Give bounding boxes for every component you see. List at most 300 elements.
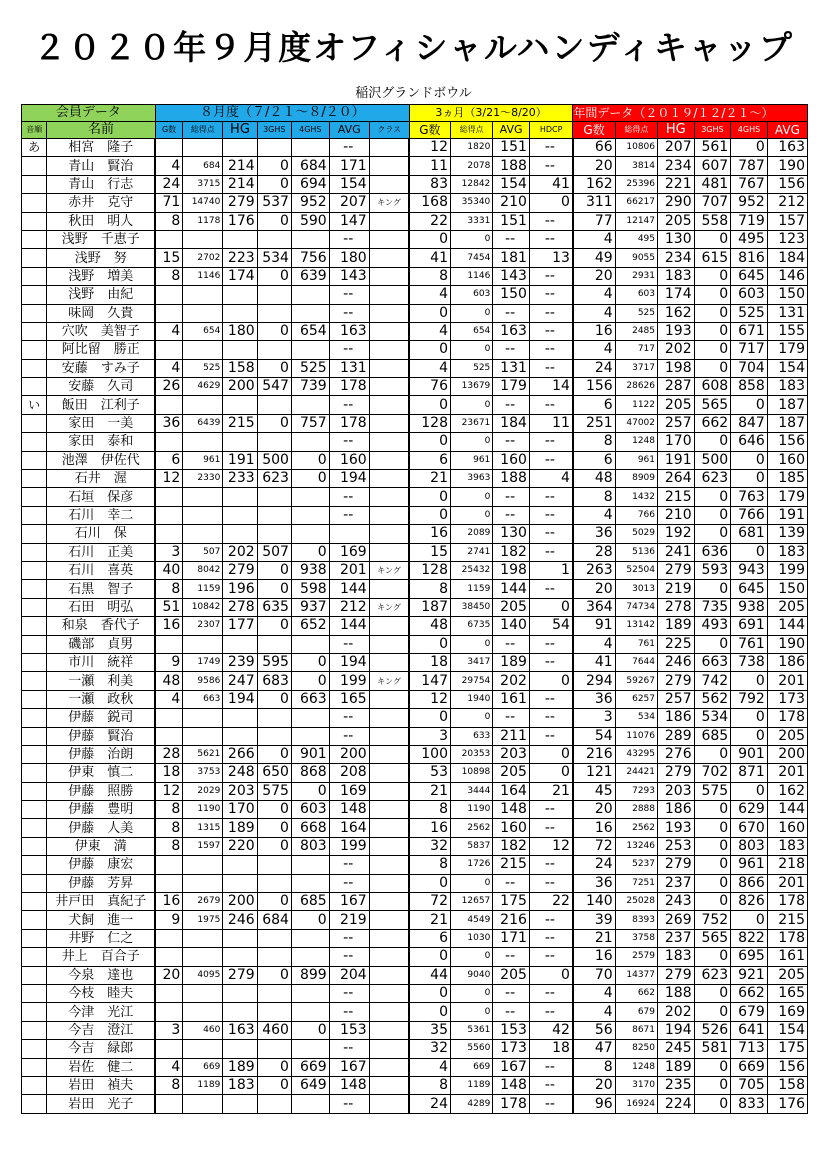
data-cell: 143 (329, 267, 369, 285)
data-cell: 8909 (615, 470, 657, 488)
data-cell: 0 (694, 341, 731, 359)
data-cell: 0 (694, 322, 731, 340)
kana-cell (22, 874, 47, 892)
data-cell: 179 (767, 488, 807, 506)
class-cell (369, 966, 409, 984)
class-cell: キング (369, 598, 409, 616)
data-cell: 0 (257, 157, 291, 175)
data-cell: 160 (329, 451, 369, 469)
data-cell: 28626 (615, 378, 657, 396)
data-cell: 662 (731, 984, 768, 1002)
data-cell: -- (329, 727, 369, 745)
data-cell: 4 (573, 286, 615, 304)
data-cell: 719 (731, 212, 768, 230)
data-cell: 654 (291, 322, 329, 340)
data-cell: -- (529, 690, 573, 708)
data-cell: -- (329, 341, 369, 359)
class-cell (369, 929, 409, 947)
data-cell: 66217 (615, 194, 657, 212)
data-cell: 662 (615, 984, 657, 1002)
data-cell: 170 (223, 801, 257, 819)
data-cell: 0 (450, 488, 492, 506)
data-cell: 565 (694, 929, 731, 947)
data-cell: 128 (409, 414, 450, 432)
data-cell: 0 (529, 745, 573, 763)
data-cell: 239 (223, 653, 257, 671)
table-row (22, 1058, 808, 1076)
data-cell: 0 (291, 543, 329, 561)
data-cell: 3331 (450, 212, 492, 230)
data-cell: 198 (493, 561, 530, 579)
kana-cell (22, 635, 47, 653)
data-cell: 169 (767, 1003, 807, 1021)
data-cell: 4629 (183, 378, 223, 396)
data-cell: 581 (694, 1040, 731, 1058)
col-year-4ghs: 4GHS (731, 122, 768, 139)
data-cell: 16 (155, 617, 182, 635)
data-cell: 652 (291, 617, 329, 635)
data-cell: 0 (257, 801, 291, 819)
data-cell: 787 (731, 157, 768, 175)
data-cell (223, 1095, 257, 1113)
data-cell: 143 (493, 267, 530, 285)
data-cell: 25028 (615, 893, 657, 911)
member-name: 浅野 増美 (47, 267, 156, 285)
data-cell: 176 (767, 1095, 807, 1113)
data-cell (223, 525, 257, 543)
data-cell: 8 (573, 433, 615, 451)
col-year-avg: AVG (767, 122, 807, 139)
data-cell: 7293 (615, 782, 657, 800)
data-cell: 0 (257, 893, 291, 911)
data-cell (291, 874, 329, 892)
data-cell: 0 (257, 837, 291, 855)
data-cell: 0 (409, 506, 450, 524)
data-cell: 8 (409, 1076, 450, 1094)
data-cell: 8 (573, 488, 615, 506)
data-cell: -- (329, 1095, 369, 1113)
data-cell: 182 (493, 837, 530, 855)
data-cell: 199 (329, 837, 369, 855)
data-cell: 4 (155, 359, 182, 377)
data-cell: 188 (493, 157, 530, 175)
data-cell: 45 (573, 782, 615, 800)
data-cell: 28 (155, 745, 182, 763)
data-cell: 161 (767, 948, 807, 966)
three-month-header: 3ヵ月（3/21～8/20） (409, 105, 573, 122)
member-name: 市川 統祥 (47, 653, 156, 671)
kana-cell (22, 893, 47, 911)
data-cell: -- (493, 396, 530, 414)
data-cell: -- (329, 488, 369, 506)
data-cell: 56 (573, 1021, 615, 1039)
data-cell: 190 (767, 635, 807, 653)
class-cell (369, 893, 409, 911)
data-cell: 23671 (450, 414, 492, 432)
data-cell: 211 (493, 727, 530, 745)
data-cell: 8 (573, 1058, 615, 1076)
data-cell: 279 (223, 966, 257, 984)
data-cell: 26 (155, 378, 182, 396)
data-cell: 1159 (183, 580, 223, 598)
data-cell: 1749 (183, 653, 223, 671)
data-cell: 495 (731, 230, 768, 248)
data-cell: 163 (767, 139, 807, 157)
data-cell: 154 (767, 359, 807, 377)
data-cell: 5029 (615, 525, 657, 543)
data-cell (183, 1095, 223, 1113)
data-cell: 146 (767, 267, 807, 285)
table-row (22, 727, 808, 745)
member-name: 石井 渥 (47, 470, 156, 488)
data-cell: 160 (767, 819, 807, 837)
data-cell (257, 856, 291, 874)
data-cell: 71 (155, 194, 182, 212)
data-cell: 219 (329, 911, 369, 929)
data-cell: 0 (694, 837, 731, 855)
data-cell: 0 (291, 470, 329, 488)
data-cell: 1975 (183, 911, 223, 929)
data-cell: 593 (694, 561, 731, 579)
data-cell: -- (529, 359, 573, 377)
data-cell: 0 (694, 874, 731, 892)
data-cell: 42 (529, 1021, 573, 1039)
table-row (22, 506, 808, 524)
kana-cell (22, 1003, 47, 1021)
data-cell: 24421 (615, 764, 657, 782)
data-cell: 245 (658, 1040, 695, 1058)
data-cell: 54 (573, 727, 615, 745)
data-cell: -- (329, 506, 369, 524)
data-cell: 937 (291, 598, 329, 616)
data-cell: 215 (767, 911, 807, 929)
data-cell: 48 (155, 672, 182, 690)
class-cell (369, 470, 409, 488)
data-cell: 500 (257, 451, 291, 469)
data-cell: 4 (155, 690, 182, 708)
table-row (22, 304, 808, 322)
class-cell (369, 948, 409, 966)
data-cell: 162 (573, 175, 615, 193)
data-cell: 8 (409, 856, 450, 874)
data-cell: 194 (658, 1021, 695, 1039)
member-name: 今吉 緑郎 (47, 1040, 156, 1058)
data-cell: 645 (731, 267, 768, 285)
data-cell: 207 (329, 194, 369, 212)
data-cell (223, 286, 257, 304)
data-cell (257, 874, 291, 892)
data-cell: 83 (409, 175, 450, 193)
data-cell: 1146 (450, 267, 492, 285)
data-cell: 178 (493, 1095, 530, 1113)
kana-cell (22, 672, 47, 690)
member-name: 浅野 由紀 (47, 286, 156, 304)
kana-cell (22, 856, 47, 874)
data-cell (223, 856, 257, 874)
data-cell: 629 (731, 801, 768, 819)
member-name: 飯田 江利子 (47, 396, 156, 414)
class-cell (369, 1076, 409, 1094)
handicap-table (21, 104, 808, 1114)
data-cell: 13246 (615, 837, 657, 855)
table-row (22, 598, 808, 616)
kana-cell (22, 267, 47, 285)
data-cell: 0 (450, 341, 492, 359)
data-cell: 205 (493, 966, 530, 984)
kana-cell (22, 470, 47, 488)
data-cell: 0 (694, 506, 731, 524)
table-row (22, 764, 808, 782)
data-cell: 183 (767, 378, 807, 396)
data-cell: 938 (731, 598, 768, 616)
kana-cell (22, 341, 47, 359)
data-cell: -- (329, 874, 369, 892)
data-cell: 639 (291, 267, 329, 285)
data-cell (291, 304, 329, 322)
data-cell: 165 (767, 984, 807, 1002)
data-cell: 173 (767, 690, 807, 708)
data-cell: -- (493, 304, 530, 322)
data-cell: 263 (573, 561, 615, 579)
data-cell: 0 (450, 709, 492, 727)
data-cell (155, 1095, 182, 1113)
data-cell: 6 (155, 451, 182, 469)
data-cell: 35 (409, 1021, 450, 1039)
data-cell: 151 (493, 139, 530, 157)
data-cell: 4 (573, 230, 615, 248)
data-cell: 234 (658, 157, 695, 175)
data-cell: 603 (615, 286, 657, 304)
data-cell: 663 (694, 653, 731, 671)
data-cell: 5621 (183, 745, 223, 763)
data-cell: 757 (291, 414, 329, 432)
data-cell: 12 (409, 690, 450, 708)
data-cell: 525 (450, 359, 492, 377)
data-cell: 199 (767, 561, 807, 579)
data-cell: 18 (409, 653, 450, 671)
data-cell: 199 (329, 672, 369, 690)
data-cell: 216 (493, 911, 530, 929)
data-cell: 3013 (615, 580, 657, 598)
data-cell: 184 (493, 414, 530, 432)
data-cell (155, 341, 182, 359)
data-cell: 201 (767, 764, 807, 782)
data-cell (257, 433, 291, 451)
data-cell: 1248 (615, 433, 657, 451)
data-cell: 735 (694, 598, 731, 616)
member-name: 石黒 智子 (47, 580, 156, 598)
member-name: 今吉 澄江 (47, 1021, 156, 1039)
data-cell: 921 (731, 966, 768, 984)
data-cell: 3717 (615, 359, 657, 377)
kana-cell (22, 801, 47, 819)
data-cell: 234 (658, 249, 695, 267)
member-data-header: 会員データ (22, 105, 156, 122)
data-cell: 187 (767, 414, 807, 432)
data-cell: -- (529, 1003, 573, 1021)
table-row (22, 249, 808, 267)
data-cell: 178 (329, 414, 369, 432)
data-cell: 608 (694, 378, 731, 396)
data-cell: 858 (731, 378, 768, 396)
data-cell: 717 (731, 341, 768, 359)
data-cell: 635 (257, 598, 291, 616)
data-cell: 670 (731, 819, 768, 837)
data-cell: 162 (767, 782, 807, 800)
data-cell: 163 (223, 1021, 257, 1039)
member-name: 伊藤 康宏 (47, 856, 156, 874)
data-cell: 52504 (615, 561, 657, 579)
data-cell: 183 (223, 1076, 257, 1094)
member-name: 味岡 久貴 (47, 304, 156, 322)
data-cell: 534 (257, 249, 291, 267)
data-cell: -- (493, 506, 530, 524)
data-cell: -- (529, 727, 573, 745)
kana-cell (22, 782, 47, 800)
data-cell: 10806 (615, 139, 657, 157)
data-cell: 180 (223, 322, 257, 340)
data-cell (291, 488, 329, 506)
data-cell: 0 (450, 396, 492, 414)
data-cell: 131 (767, 304, 807, 322)
data-cell: 156 (767, 433, 807, 451)
data-cell: -- (529, 506, 573, 524)
data-cell: 198 (658, 359, 695, 377)
data-cell: 178 (767, 709, 807, 727)
class-cell (369, 230, 409, 248)
data-cell: 0 (731, 396, 768, 414)
data-cell (223, 874, 257, 892)
table-row (22, 1040, 808, 1058)
data-cell: 181 (493, 249, 530, 267)
data-cell: 269 (658, 911, 695, 929)
data-cell: 671 (731, 322, 768, 340)
data-cell: 7644 (615, 653, 657, 671)
data-cell: 0 (694, 580, 731, 598)
data-cell: 180 (329, 249, 369, 267)
data-cell: 191 (223, 451, 257, 469)
data-cell: 20 (573, 157, 615, 175)
data-cell: 493 (694, 617, 731, 635)
kana-cell (22, 451, 47, 469)
data-cell: 207 (658, 139, 695, 157)
data-cell: 0 (694, 267, 731, 285)
data-cell: 196 (223, 580, 257, 598)
data-cell: 188 (493, 470, 530, 488)
data-cell: 13142 (615, 617, 657, 635)
data-cell: 961 (450, 451, 492, 469)
kana-cell (22, 1095, 47, 1113)
data-cell: 663 (291, 690, 329, 708)
data-cell (183, 396, 223, 414)
table-row (22, 525, 808, 543)
class-cell (369, 1058, 409, 1076)
table-row (22, 470, 808, 488)
data-cell: 20 (573, 580, 615, 598)
kana-cell (22, 212, 47, 230)
data-cell: 160 (493, 819, 530, 837)
data-cell (223, 727, 257, 745)
data-cell: 158 (223, 359, 257, 377)
data-cell: 193 (658, 322, 695, 340)
data-cell: 15 (155, 249, 182, 267)
data-cell: 0 (291, 1021, 329, 1039)
table-row (22, 709, 808, 727)
data-cell: 153 (493, 1021, 530, 1039)
data-cell: 194 (223, 690, 257, 708)
data-cell: 5837 (450, 837, 492, 855)
data-cell (291, 506, 329, 524)
member-name: 浅野 千恵子 (47, 230, 156, 248)
kana-cell (22, 506, 47, 524)
data-cell (257, 984, 291, 1002)
data-cell: 1189 (183, 1076, 223, 1094)
class-cell (369, 322, 409, 340)
data-cell: 215 (658, 488, 695, 506)
data-cell: 248 (223, 764, 257, 782)
data-cell (291, 433, 329, 451)
column-header-row (22, 122, 808, 139)
data-cell: 47 (573, 1040, 615, 1058)
data-cell: 96 (573, 1095, 615, 1113)
data-cell: 4 (155, 322, 182, 340)
data-cell: 215 (493, 856, 530, 874)
data-cell: 16 (409, 819, 450, 837)
data-cell: 170 (658, 433, 695, 451)
data-cell: -- (529, 525, 573, 543)
class-cell (369, 984, 409, 1002)
data-cell: 224 (658, 1095, 695, 1113)
data-cell: 12657 (450, 893, 492, 911)
data-cell: 1159 (450, 580, 492, 598)
data-cell: 0 (731, 782, 768, 800)
kana-cell (22, 414, 47, 432)
class-cell: キング (369, 561, 409, 579)
data-cell: -- (329, 635, 369, 653)
data-cell (155, 396, 182, 414)
class-cell (369, 764, 409, 782)
data-cell: 0 (257, 267, 291, 285)
data-cell: 4 (409, 286, 450, 304)
data-cell: 36 (573, 690, 615, 708)
data-cell: 11 (409, 157, 450, 175)
data-cell: 187 (409, 598, 450, 616)
data-cell: 22 (409, 212, 450, 230)
data-cell: -- (529, 984, 573, 1002)
kana-cell (22, 1076, 47, 1094)
data-cell: 0 (409, 341, 450, 359)
data-cell: 178 (767, 929, 807, 947)
data-cell: 500 (694, 451, 731, 469)
table-row (22, 1095, 808, 1113)
data-cell: 14377 (615, 966, 657, 984)
data-cell: 131 (493, 359, 530, 377)
col-month-total: 総得点 (183, 122, 223, 139)
data-cell: 72 (409, 893, 450, 911)
data-cell: 547 (257, 378, 291, 396)
data-cell: 6 (573, 396, 615, 414)
data-cell: 5136 (615, 543, 657, 561)
kana-cell (22, 175, 47, 193)
data-cell: 2888 (615, 801, 657, 819)
data-cell: 164 (493, 782, 530, 800)
data-cell: 6 (409, 929, 450, 947)
data-cell: 4 (573, 506, 615, 524)
data-cell: 12842 (450, 175, 492, 193)
data-cell: 178 (767, 893, 807, 911)
data-cell: 20 (573, 1076, 615, 1094)
table-row (22, 617, 808, 635)
